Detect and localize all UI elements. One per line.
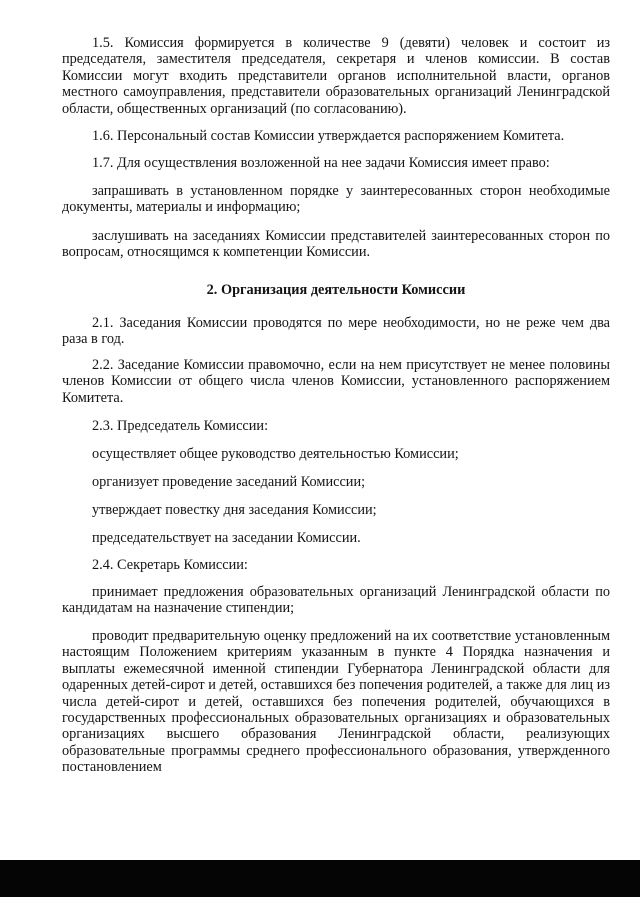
scan-bottom-border: [0, 860, 640, 897]
list-item-text: председательствует на заседании Комиссии.: [92, 530, 361, 546]
paragraph-1-7: [62, 155, 610, 171]
list-item-text: проводит предварительную оценку предложений на их соответствие установленным настоящим Положением критериям указанным в пункте 4 Порядка назначения и выплаты ежемесячной именной стипендии Губернатора Ленинградской области для одаренных детей-сирот и детей, оставшихся без попечения родителей, а также для лиц из числа детей-сирот и детей, оставшихся без попечения родителей, обучающихся в государственных профессиональных образовательных организациях и образовательных организациях высшего образования Ленинградской области, реализующих образовательные программы среднего профессионального образования, утвержденного постановлением: [62, 628, 610, 776]
paragraph-2-2: [62, 357, 610, 406]
list-item-preside: [62, 530, 610, 546]
list-item-text: запрашивать в установленном порядке у заинтересованных сторон необходимые документы, материалы и информацию;: [62, 183, 610, 216]
paragraph-1-7-text: 1.7. Для осуществления возложенной на нее задачи Комиссия имеет право:: [92, 155, 550, 171]
list-item-text: утверждает повестку дня заседания Комиссии;: [92, 502, 377, 518]
list-item-request-documents: [62, 183, 610, 216]
list-item-approve-agenda: [62, 502, 610, 518]
paragraph-2-4: [62, 557, 610, 573]
list-item-text: заслушивать на заседаниях Комиссии представителей заинтересованных сторон по вопросам, относящимся к компетенции Комиссии.: [62, 228, 610, 261]
list-item-general-management: [62, 446, 610, 462]
paragraph-1-6: [62, 128, 610, 144]
list-item-hear-representatives: [62, 228, 610, 261]
paragraph-2-2-text: 2.2. Заседание Комиссии правомочно, если на нем присутствует не менее половины членов Комиссии от общего числа членов Комиссии, установленного распоряжением Комитета.: [62, 357, 610, 406]
list-item-organize-meetings: [62, 474, 610, 490]
paragraph-1-5: [62, 35, 610, 117]
paragraph-2-3: [62, 418, 610, 434]
paragraph-2-4-text: 2.4. Секретарь Комиссии:: [92, 557, 248, 573]
paragraph-1-5-text: 1.5. Комиссия формируется в количестве 9 (девяти) человек и состоит из председателя, заместителя председателя, секретаря и членов комиссии. В состав Комиссии могут входить представители органов исполнительной власти, органов местного самоуправления, представители образовательных организаций Ленинградской области, общественных организаций (по согласованию).: [62, 35, 610, 117]
paragraph-1-6-text: 1.6. Персональный состав Комиссии утверждается распоряжением Комитета.: [92, 128, 565, 144]
section-heading: 2. Организация деятельности Комиссии: [206, 282, 466, 298]
paragraph-2-1-text: 2.1. Заседания Комиссии проводятся по мере необходимости, но не реже чем два раза в год.: [62, 315, 610, 348]
list-item-text: принимает предложения образовательных организаций Ленинградской области по кандидатам на назначение стипендии;: [62, 584, 610, 617]
list-item-accept-proposals: [62, 584, 610, 617]
paragraph-2-3-text: 2.3. Председатель Комиссии:: [92, 418, 269, 434]
paragraph-2-1: [62, 315, 610, 348]
list-item-text: организует проведение заседаний Комиссии;: [92, 474, 366, 490]
list-item-text: осуществляет общее руководство деятельностью Комиссии;: [92, 446, 459, 462]
list-item-preliminary-evaluation: [62, 628, 610, 776]
